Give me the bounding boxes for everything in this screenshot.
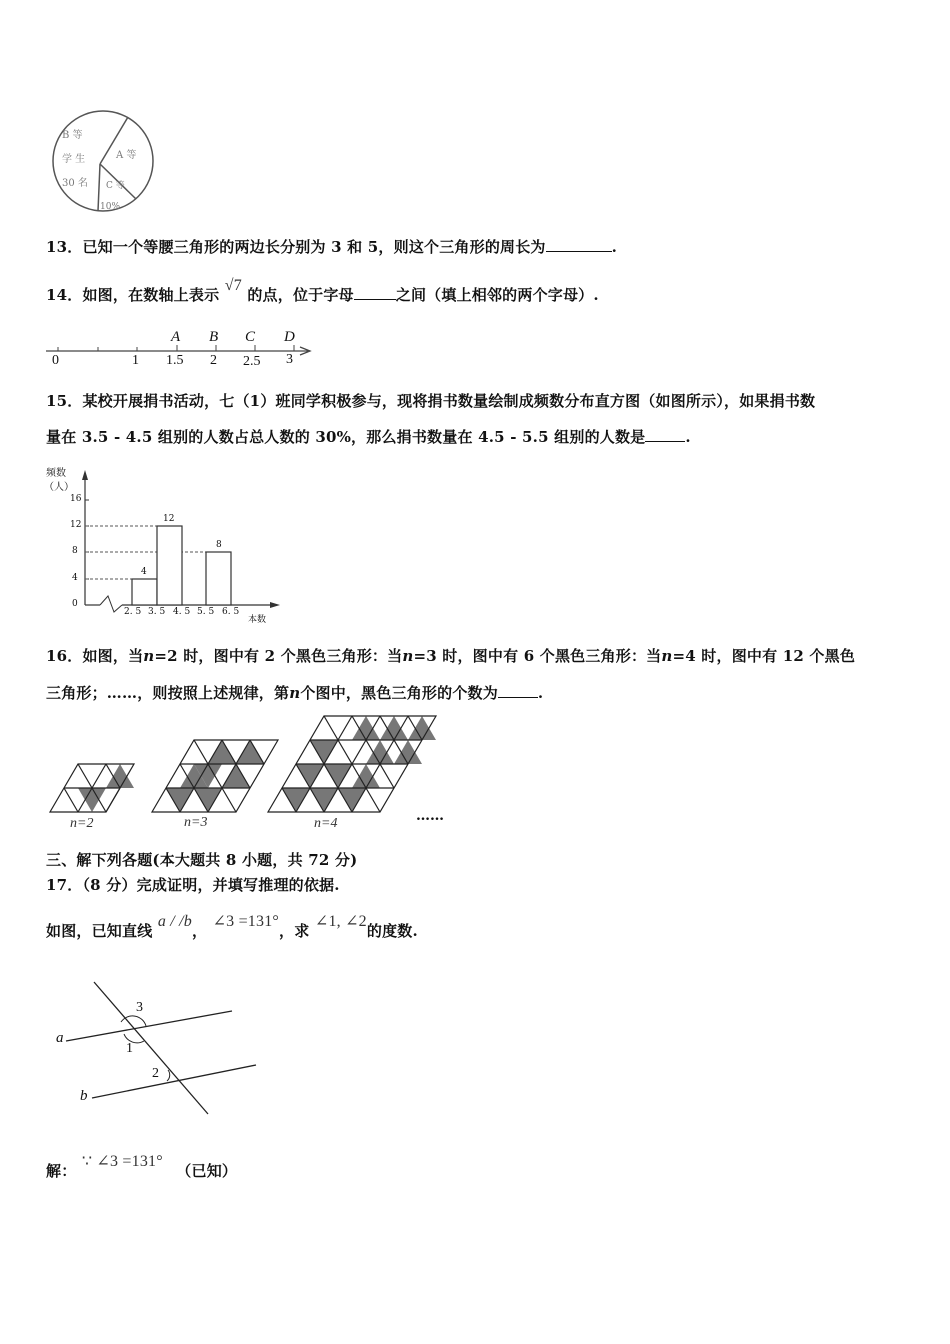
question-16-line2: 三角形；……，则按照上述规律，第n个图中，黑色三角形的个数为 . xyxy=(46,684,544,702)
pie-label-b-line1: B 等 xyxy=(62,130,83,141)
line-b-label: b xyxy=(80,1088,88,1104)
histogram-chart xyxy=(42,462,292,627)
angle2-label: 2 xyxy=(152,1066,159,1081)
question-13: 13．已知一个等腰三角形的两边长分别为 3 和 5，则这个三角形的周长为 . xyxy=(46,238,618,256)
sqrt7-math: √7 xyxy=(224,277,242,294)
label-n4: n=4 xyxy=(314,816,338,831)
section-heading: 三、解下列各题(本大题共 8 小题，共 72 分) xyxy=(46,851,358,869)
point-a-label: A xyxy=(171,329,181,345)
x-axis-label: 本数 xyxy=(248,615,267,625)
question-15-line1: 15．某校开展捐书活动，七（1）班同学积极参与，现将捐书数量绘制成频数分布直方图（如图所示），如果捐书数 xyxy=(46,392,816,410)
pie-chart-figure xyxy=(48,106,158,216)
x-tick-5-5: 5. 5 xyxy=(197,607,215,617)
angles12-math: ∠1, ∠2 xyxy=(314,913,367,930)
pie-label-b-line2: 学 生 xyxy=(62,154,86,165)
solution-line xyxy=(46,1153,238,1181)
tick-label-1-5: 1.5 xyxy=(166,353,184,368)
pie-label-a: A 等 xyxy=(116,150,137,161)
pattern-n4 xyxy=(268,716,436,812)
tick-label-3: 3 xyxy=(286,352,293,367)
y-tick-12: 12 xyxy=(70,520,82,530)
question-number: 17． xyxy=(46,876,83,894)
question-number: 14． xyxy=(46,286,83,304)
solution-reason: （已知） xyxy=(176,1162,238,1180)
label-n2: n=2 xyxy=(70,816,94,831)
histogram-figure xyxy=(42,462,292,627)
triangle-patterns xyxy=(44,712,464,837)
point-b-label: B xyxy=(209,329,219,345)
point-c-label: C xyxy=(245,329,256,345)
question-17-given: 如图，已知直线 a / /b， ∠3 =131°，求 ∠1, ∠2的度数. xyxy=(46,913,418,940)
y-axis-label-line2: （人） xyxy=(44,482,74,493)
pie-label-b-line3: 30 名 xyxy=(62,178,88,189)
x-tick-3-5: 3. 5 xyxy=(148,607,166,617)
question-text: 已知一个等腰三角形的两边长分别为 3 和 5，则这个三角形的周长为 xyxy=(82,238,546,256)
number-line xyxy=(44,326,324,372)
ellipsis: …… xyxy=(416,808,444,824)
bar-label-4: 8 xyxy=(216,540,222,550)
y-tick-16: 16 xyxy=(70,494,82,504)
point-d-label: D xyxy=(284,329,295,345)
triangle-pattern-figures xyxy=(44,712,464,837)
parallel-math: a / /b xyxy=(157,913,192,930)
question-14: 14．如图，在数轴上表示 √7 的点，位于字母 之间（填上相邻的两个字母）. xyxy=(46,277,599,304)
question-number: 13． xyxy=(46,238,83,256)
x-tick-6-5: 6. 5 xyxy=(222,607,240,617)
y-tick-4: 4 xyxy=(72,573,78,583)
answer-blank[interactable] xyxy=(498,683,538,698)
line-a-label: a xyxy=(56,1030,64,1046)
tick-label-2: 2 xyxy=(210,353,217,368)
answer-blank[interactable] xyxy=(645,427,685,442)
pie-label-c-percent: 10% xyxy=(100,202,121,212)
pattern-n3 xyxy=(152,740,278,812)
question-number: 15． xyxy=(46,392,83,410)
x-tick-4-5: 4. 5 xyxy=(173,607,191,617)
bar-label-2: 12 xyxy=(163,514,175,524)
question-16-line1: 16．如图，当n=2 时，图中有 2 个黑色三角形：当n=3 时，图中有 6 个黑色三角形：当n=4 时，图中有 12 个黑色 xyxy=(46,647,856,665)
tick-label-1: 1 xyxy=(132,353,139,368)
pattern-n2 xyxy=(50,764,134,812)
parallel-lines-figure xyxy=(46,978,276,1118)
bar-label-1: 4 xyxy=(141,567,147,577)
question-15-line2: 量在 3.5 - 4.5 组别的人数占总人数的 30%，那么捐书数量在 4.5 - 5.5 组别的人数是 . xyxy=(46,428,691,446)
angle1-label: 1 xyxy=(126,1041,133,1056)
solution-math: ∵ ∠3 =131° xyxy=(81,1153,163,1170)
x-tick-2-5: 2. 5 xyxy=(124,607,142,617)
question-number: 16． xyxy=(46,647,83,665)
y-axis-label-line1: 频数 xyxy=(46,468,66,479)
answer-blank[interactable] xyxy=(354,285,396,300)
angle3-math: ∠3 =131° xyxy=(212,913,280,930)
question-17-title: 17．（8 分）完成证明，并填写推理的依据. xyxy=(46,876,340,894)
label-n3: n=3 xyxy=(184,815,208,830)
number-line-figure xyxy=(44,326,324,372)
y-tick-0: 0 xyxy=(72,599,78,609)
pie-label-c: C 等 xyxy=(106,181,125,191)
answer-blank[interactable] xyxy=(546,237,612,252)
angle3-label: 3 xyxy=(136,1000,143,1015)
y-tick-8: 8 xyxy=(72,546,78,556)
tick-label-2-5: 2.5 xyxy=(243,354,261,369)
solution-label: 解： xyxy=(46,1162,77,1180)
tick-label-0: 0 xyxy=(52,353,59,368)
